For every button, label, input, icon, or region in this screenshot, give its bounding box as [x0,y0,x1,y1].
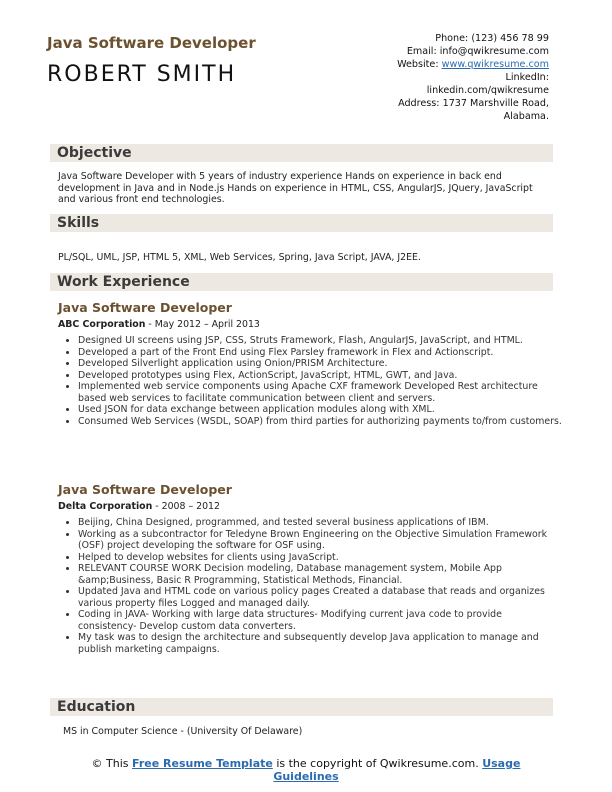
section-experience-header [50,273,553,291]
section-skills-header [50,214,553,232]
contact-block [397,32,549,123]
contact-address [397,97,549,110]
job-bullet-list [64,517,562,655]
list-item: • Updated Java and HTML code on various policy pages Created a database that reads and organizes various property files Logged and managed daily. [78,586,562,609]
contact-website [397,58,549,71]
list-item: • Helped to develop websites for clients using JavaScript. [78,552,562,564]
section-objective-header [50,144,553,162]
list-item: • Developed Silverlight application using Onion/PRISM Architecture. [78,358,562,370]
list-item: • Implemented web service components using Apache CXF framework Developed Rest architecture based web services to facilitate communication between client and servers. [78,381,562,404]
job-title: Java Software Developer [58,300,232,315]
copyright-footer [0,757,612,783]
address-line1: 1737 Marshville Road, [442,98,549,109]
list-item: • Working as a subcontractor for Teledyne Brown Engineering on the Objective Simulation Framework (OSF) project developing the software for OSF using. [78,529,562,552]
linkedin-label: LinkedIn: [505,72,549,83]
footer-prefix: © This [91,757,133,770]
job-title: Java Software Developer [58,482,232,497]
list-item: • Developed prototypes using Flex, ActionScript, JavaScript, HTML, GWT, and Java. [78,370,562,382]
list-item: • My task was to design the architecture and subsequently develop Java application to manage and publish marketing campaigns. [78,632,562,655]
job-company-line [58,501,220,512]
objective-text: Java Software Developer with 5 years of industry experience Hands on experience in back end development in Java and in Node.js Hands on experience in HTML, CSS, AngularJS, JQuery, JavaScript and various front end technologies. [58,171,533,205]
list-item: • Consumed Web Services (WSDL, SOAP) from third parties for authorizing payments to/from customers. [78,416,562,428]
phone-label: Phone: [435,33,469,44]
email-label: Email: [406,46,437,57]
candidate-name: ROBERT SMITH [47,62,237,87]
website-link[interactable]: www.qwikresume.com [441,59,549,70]
linkedin-value: linkedin.com/qwikresume [426,85,549,96]
section-education-header [50,698,553,716]
guidelines-link[interactable]: Guidelines [273,770,339,783]
job-dates: - 2008 – 2012 [152,501,220,512]
education-text: MS in Computer Science - (University Of Delaware) [63,726,303,737]
contact-email [397,45,549,58]
list-item: • Developed a part of the Front End using Flex Parsley framework in Flex and Actionscript. [78,347,562,359]
section-title: Work Experience [57,274,190,290]
skills-text: PL/SQL, UML, JSP, HTML 5, XML, Web Services, Spring, Java Script, JAVA, J2EE. [58,252,421,263]
footer-middle: is the copyright of Qwikresume.com. [272,757,483,770]
contact-phone [397,32,549,45]
free-resume-template-link[interactable]: Free Resume Template [132,757,273,770]
phone-value: (123) 456 78 99 [471,33,549,44]
section-title: Objective [57,145,132,161]
company-name: Delta Corporation [58,501,153,512]
email-value: info@qwikresume.com [439,46,549,57]
section-title: Education [57,699,136,715]
address-label: Address: [398,98,440,109]
address-line2: Alabama. [503,111,549,122]
usage-link[interactable]: Usage [482,757,521,770]
list-item: • Coding in JAVA- Working with large data structures- Modifying current java code to provide consistency- Develop custom data converters. [78,609,562,632]
list-item: • Beijing, China Designed, programmed, and tested several business applications of IBM. [78,517,562,529]
company-name: ABC Corporation [58,319,146,330]
header-job-title: Java Software Developer [47,34,256,52]
job-bullet-list [64,335,562,427]
list-item: • Designed UI screens using JSP, CSS, Struts Framework, Flash, AngularJS, JavaScript, and HTML. [78,335,562,347]
website-label: Website: [397,59,439,70]
list-item: • RELEVANT COURSE WORK Decision modeling, Database management system, Mobile App &amp;Business, Basic R Programming, Statistical Methods, Financial. [78,563,562,586]
job-company-line [58,319,260,330]
section-title: Skills [57,215,100,231]
job-dates: - May 2012 – April 2013 [145,319,260,330]
list-item: • Used JSON for data exchange between application modules along with XML. [78,404,562,416]
